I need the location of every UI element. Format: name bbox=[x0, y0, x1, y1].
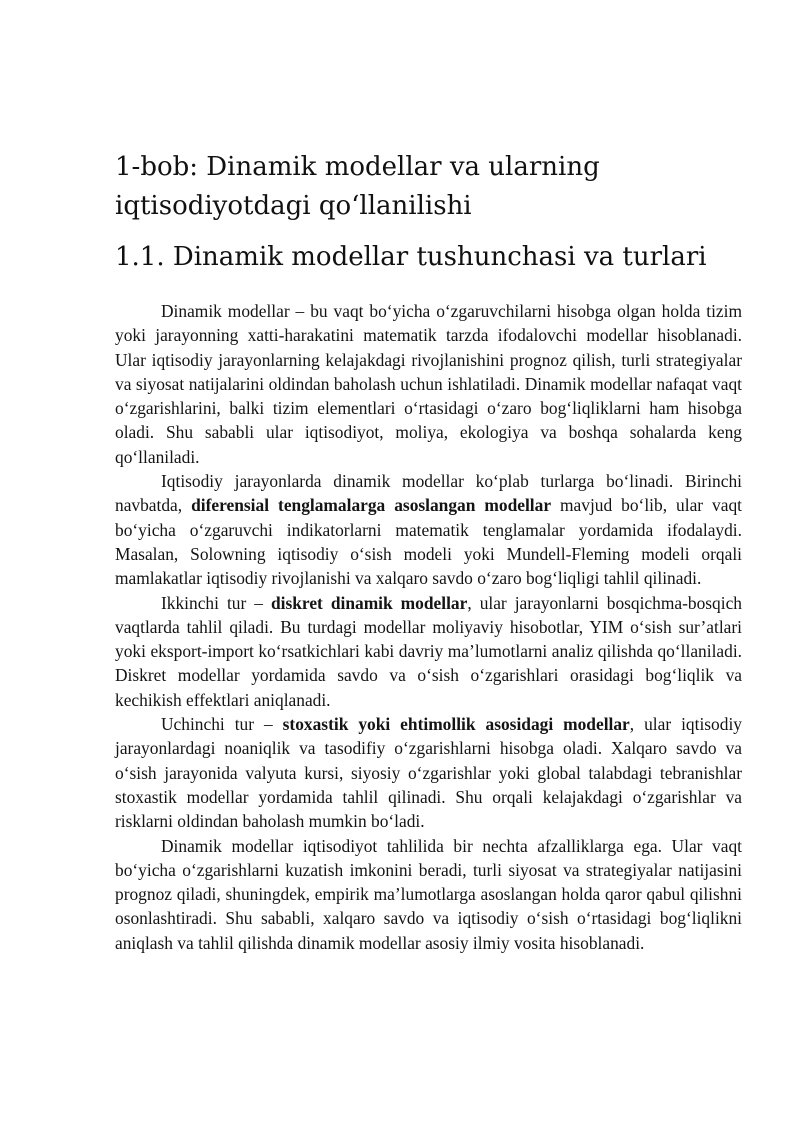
paragraph-advantages bbox=[115, 834, 742, 955]
bold-term: diferensial tenglamalarga asoslangan modellar bbox=[191, 495, 552, 516]
paragraph-text: Iqtisodiy jarayonlarda dinamik modellar ko‘plab turlarga bo‘linadi. Birinchi navbatda, bbox=[115, 471, 742, 516]
bold-term: stoxastik yoki ehtimollik asosidagi modellar bbox=[282, 714, 630, 735]
paragraph-text: Dinamik modellar iqtisodiyot tahlilida bir nechta afzalliklarga ega. Ular vaqt bo‘yicha o‘zgarishlarni kuzatish imkonini beradi, turli siyosat va strategiyalar natijasini prognoz qiladi, shuningdek, empirik ma’lumotlarga asoslangan holda qaror qabul qilishni osonlashtiradi. Shu sababli, xalqaro savdo va iqtisodiy o‘sish o‘rtasidagi bog‘liqlikni aniqlash va tahlil qilishda dinamik modellar asosiy ilmiy vosita hisoblanadi. bbox=[115, 835, 742, 953]
paragraph-text: , ular jarayonlarni bosqichma-bosqich vaqtlarda tahlil qiladi. Bu turdagi modellar moliyaviy hisobotlar, YIM o‘sish sur’atlari yoki eksport-import ko‘rsatkichlari kabi davriy ma’lumotlarni analiz qilishda qo‘llaniladi. Diskret modellar yordamida savdo va o‘sish o‘zgarishlari orasidagi bog‘liqlik va kechikish effektlari aniqlanadi. bbox=[115, 592, 742, 710]
paragraph-discrete-models bbox=[115, 591, 742, 712]
paragraph-text: , ular iqtisodiy jarayonlardagi noaniqlik va tasodifiy o‘zgarishlarni hisobga oladi. Xalqaro savdo va o‘sish jarayonida valyuta kursi, siyosiy o‘zgarishlar yoki global talabdagi tebranishlar stoxastik modellar yordamida tahlil qilinadi. Shu orqali kelajakdagi o‘zgarishlar va risklarni oldindan baholash mumkin bo‘ladi. bbox=[115, 714, 742, 832]
paragraph-text: Dinamik modellar – bu vaqt bo‘yicha o‘zgaruvchilarni hisobga olgan holda tizim yoki jarayonning xatti-harakatini matematik tarzda ifodalovchi modellar hisoblanadi. Ular iqtisodiy jarayonlarning kelajakdagi rivojlanishini prognoz qilish, turli strategiyalar va siyosat natijalarini oldindan baholash uchun ishlatiladi. Dinamik modellar nafaqat vaqt o‘zgarishlarini, balki tizim elementlari o‘rtasidagi o‘zaro bog‘liqliklarni ham hisobga oladi. Shu sababli ular iqtisodiyot, moliya, ekologiya va boshqa sohalarda keng qo‘llaniladi. bbox=[115, 301, 742, 467]
section-title: 1.1. Dinamik modellar tushunchasi va turlari bbox=[115, 242, 707, 272]
bold-term: diskret dinamik modellar bbox=[270, 592, 468, 613]
paragraph-text: Ikkinchi tur – bbox=[161, 592, 271, 613]
paragraph-differential-models bbox=[115, 469, 742, 590]
paragraph-stochastic-models bbox=[115, 712, 742, 833]
document-page bbox=[115, 148, 742, 955]
paragraph-definition bbox=[115, 299, 742, 469]
paragraph-text: mavjud bo‘lib, ular vaqt bo‘yicha o‘zgaruvchi indikatorlarni matematik tenglamalar yordamida ifodalaydi. Masalan, Solowning iqtisodiy o‘sish modeli yoki Mundell-Fleming modeli orqali mamlakatlar iqtisodiy rivojlanishi va xalqaro savdo o‘zaro bog‘liqligi tahlil qilinadi. bbox=[115, 495, 742, 589]
paragraph-text: Uchinchi tur – bbox=[161, 714, 283, 735]
chapter-title: 1-bob: Dinamik modellar va ularning iqtisodiyotdagi qo‘llanilishi bbox=[115, 152, 600, 221]
